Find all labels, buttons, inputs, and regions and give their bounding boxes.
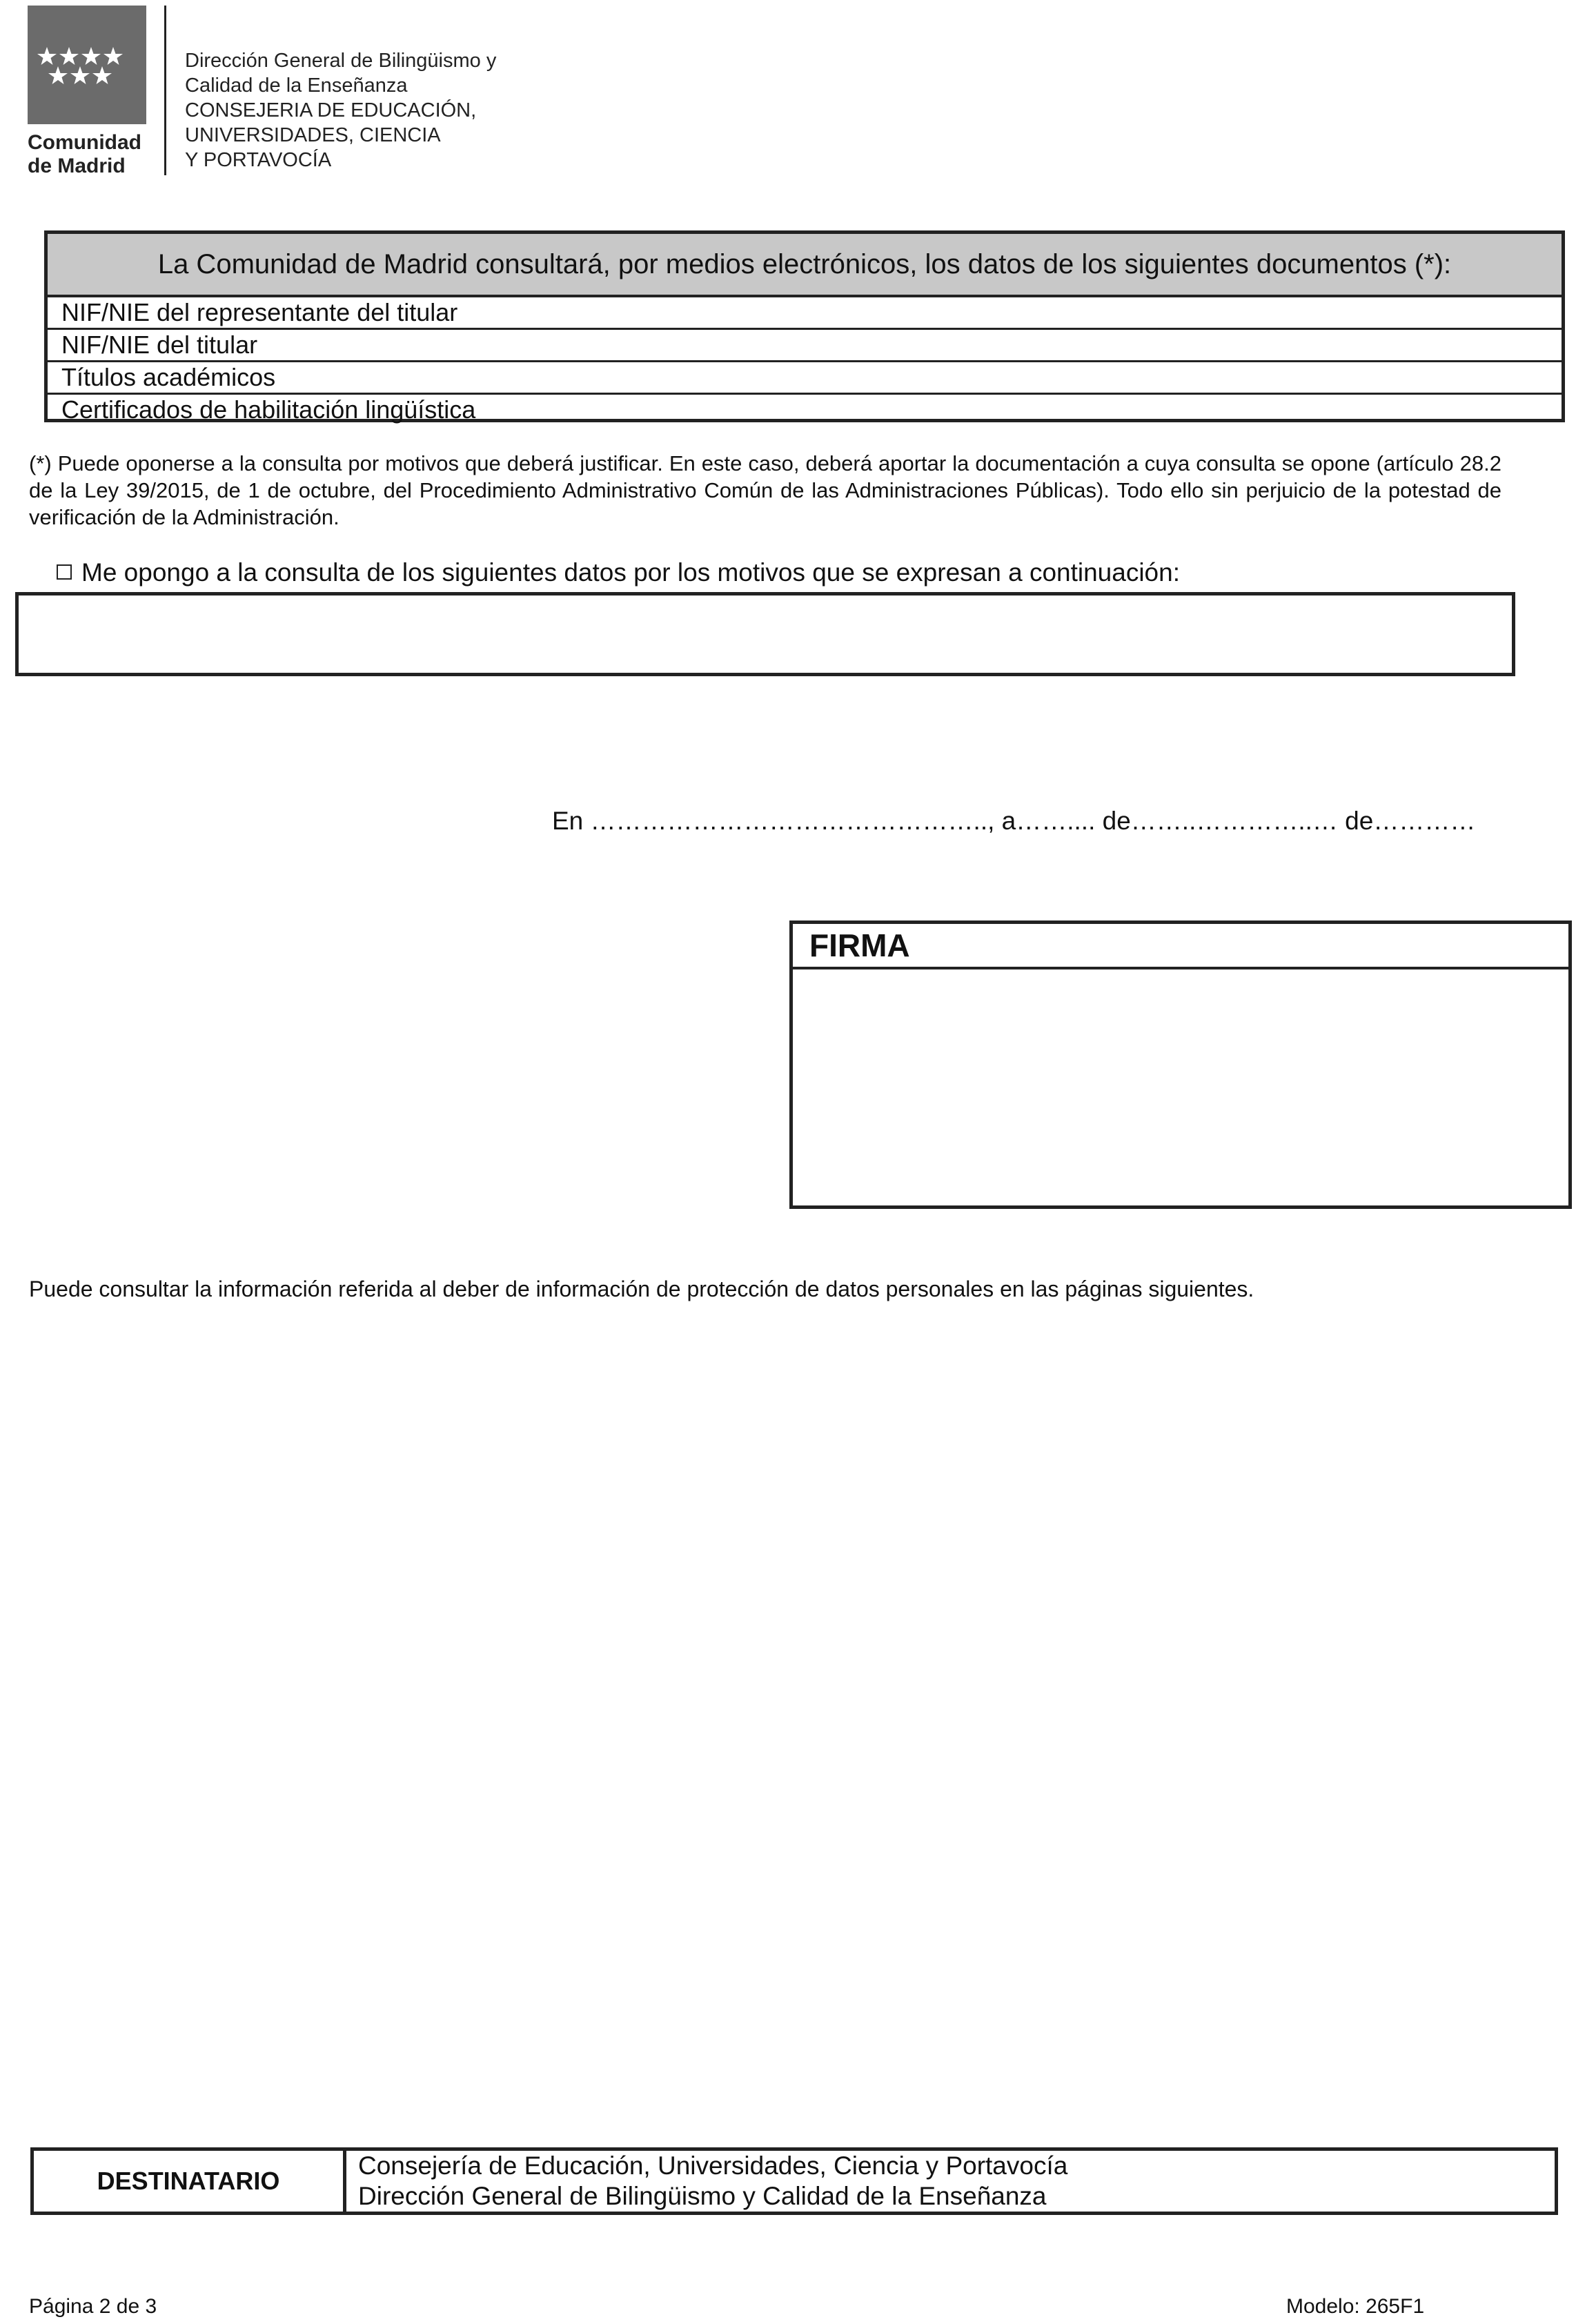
consulta-table: [44, 230, 1565, 422]
oppose-option[interactable]: [57, 558, 1180, 588]
document-row: NIF/NIE del titular: [48, 330, 1562, 362]
destinatario-box: [30, 2147, 1558, 2215]
model-code: Modelo: 265F1: [1286, 2295, 1425, 2318]
consulta-heading: La Comunidad de Madrid consultará, por medios electrónicos, los datos de los siguientes documentos (*):: [48, 234, 1562, 297]
destinatario-line: Dirección General de Bilingüismo y Calidad de la Enseñanza: [358, 2182, 1047, 2210]
destinatario-label: DESTINATARIO: [34, 2151, 346, 2212]
stars-icon: [28, 6, 146, 124]
date-place-line[interactable]: En ……………………………………….., a…….... de……..…………..… de…………: [552, 807, 1476, 835]
issuing-body-line: Y PORTAVOCÍA: [185, 149, 332, 171]
logo-wordmark: [28, 131, 159, 178]
oppose-reasons-field[interactable]: [15, 592, 1515, 676]
destinatario-recipient: [358, 2151, 1067, 2212]
header-divider: [164, 6, 166, 175]
issuing-body-line: UNIVERSIDADES, CIENCIA: [185, 124, 441, 146]
signature-label: FIRMA: [793, 924, 1568, 969]
destinatario-line: Consejería de Educación, Universidades, Ciencia y Portavocía: [358, 2151, 1068, 2180]
document-row: NIF/NIE del representante del titular: [48, 297, 1562, 330]
document-row: Títulos académicos: [48, 362, 1562, 395]
logo-line-2: de Madrid: [28, 155, 126, 177]
issuing-body-line: Dirección General de Bilingüismo y: [185, 50, 497, 72]
document-row: Certificados de habilitación lingüística: [61, 395, 476, 424]
comunidad-madrid-logo: [28, 6, 146, 124]
footnote: (*) Puede oponerse a la consulta por motivos que deberá justificar. En este caso, deberá aportar la documentación a cuya consulta se opone (artículo 28.2 de la Ley 39/2015, de 1 de octubre, del Procedimiento Administrativo Común de las Administraciones Públicas). Todo ello sin perjuicio de la potestad de verificación de la Administración.: [29, 451, 1501, 529]
issuing-body-line: Calidad de la Enseñanza: [185, 75, 408, 97]
privacy-note: Puede consultar la información referida al deber de información de protección de datos personales en las páginas siguientes.: [29, 1277, 1254, 1301]
oppose-checkbox[interactable]: [57, 564, 72, 580]
logo-line-1: Comunidad: [28, 131, 141, 154]
signature-box[interactable]: [789, 920, 1572, 1209]
issuing-body-line: CONSEJERIA DE EDUCACIÓN,: [185, 99, 477, 121]
issuing-body: [185, 48, 496, 173]
oppose-label: Me opongo a la consulta de los siguientes datos por los motivos que se expresan a continuación:: [81, 558, 1180, 587]
page-number: Página 2 de 3: [29, 2295, 157, 2318]
